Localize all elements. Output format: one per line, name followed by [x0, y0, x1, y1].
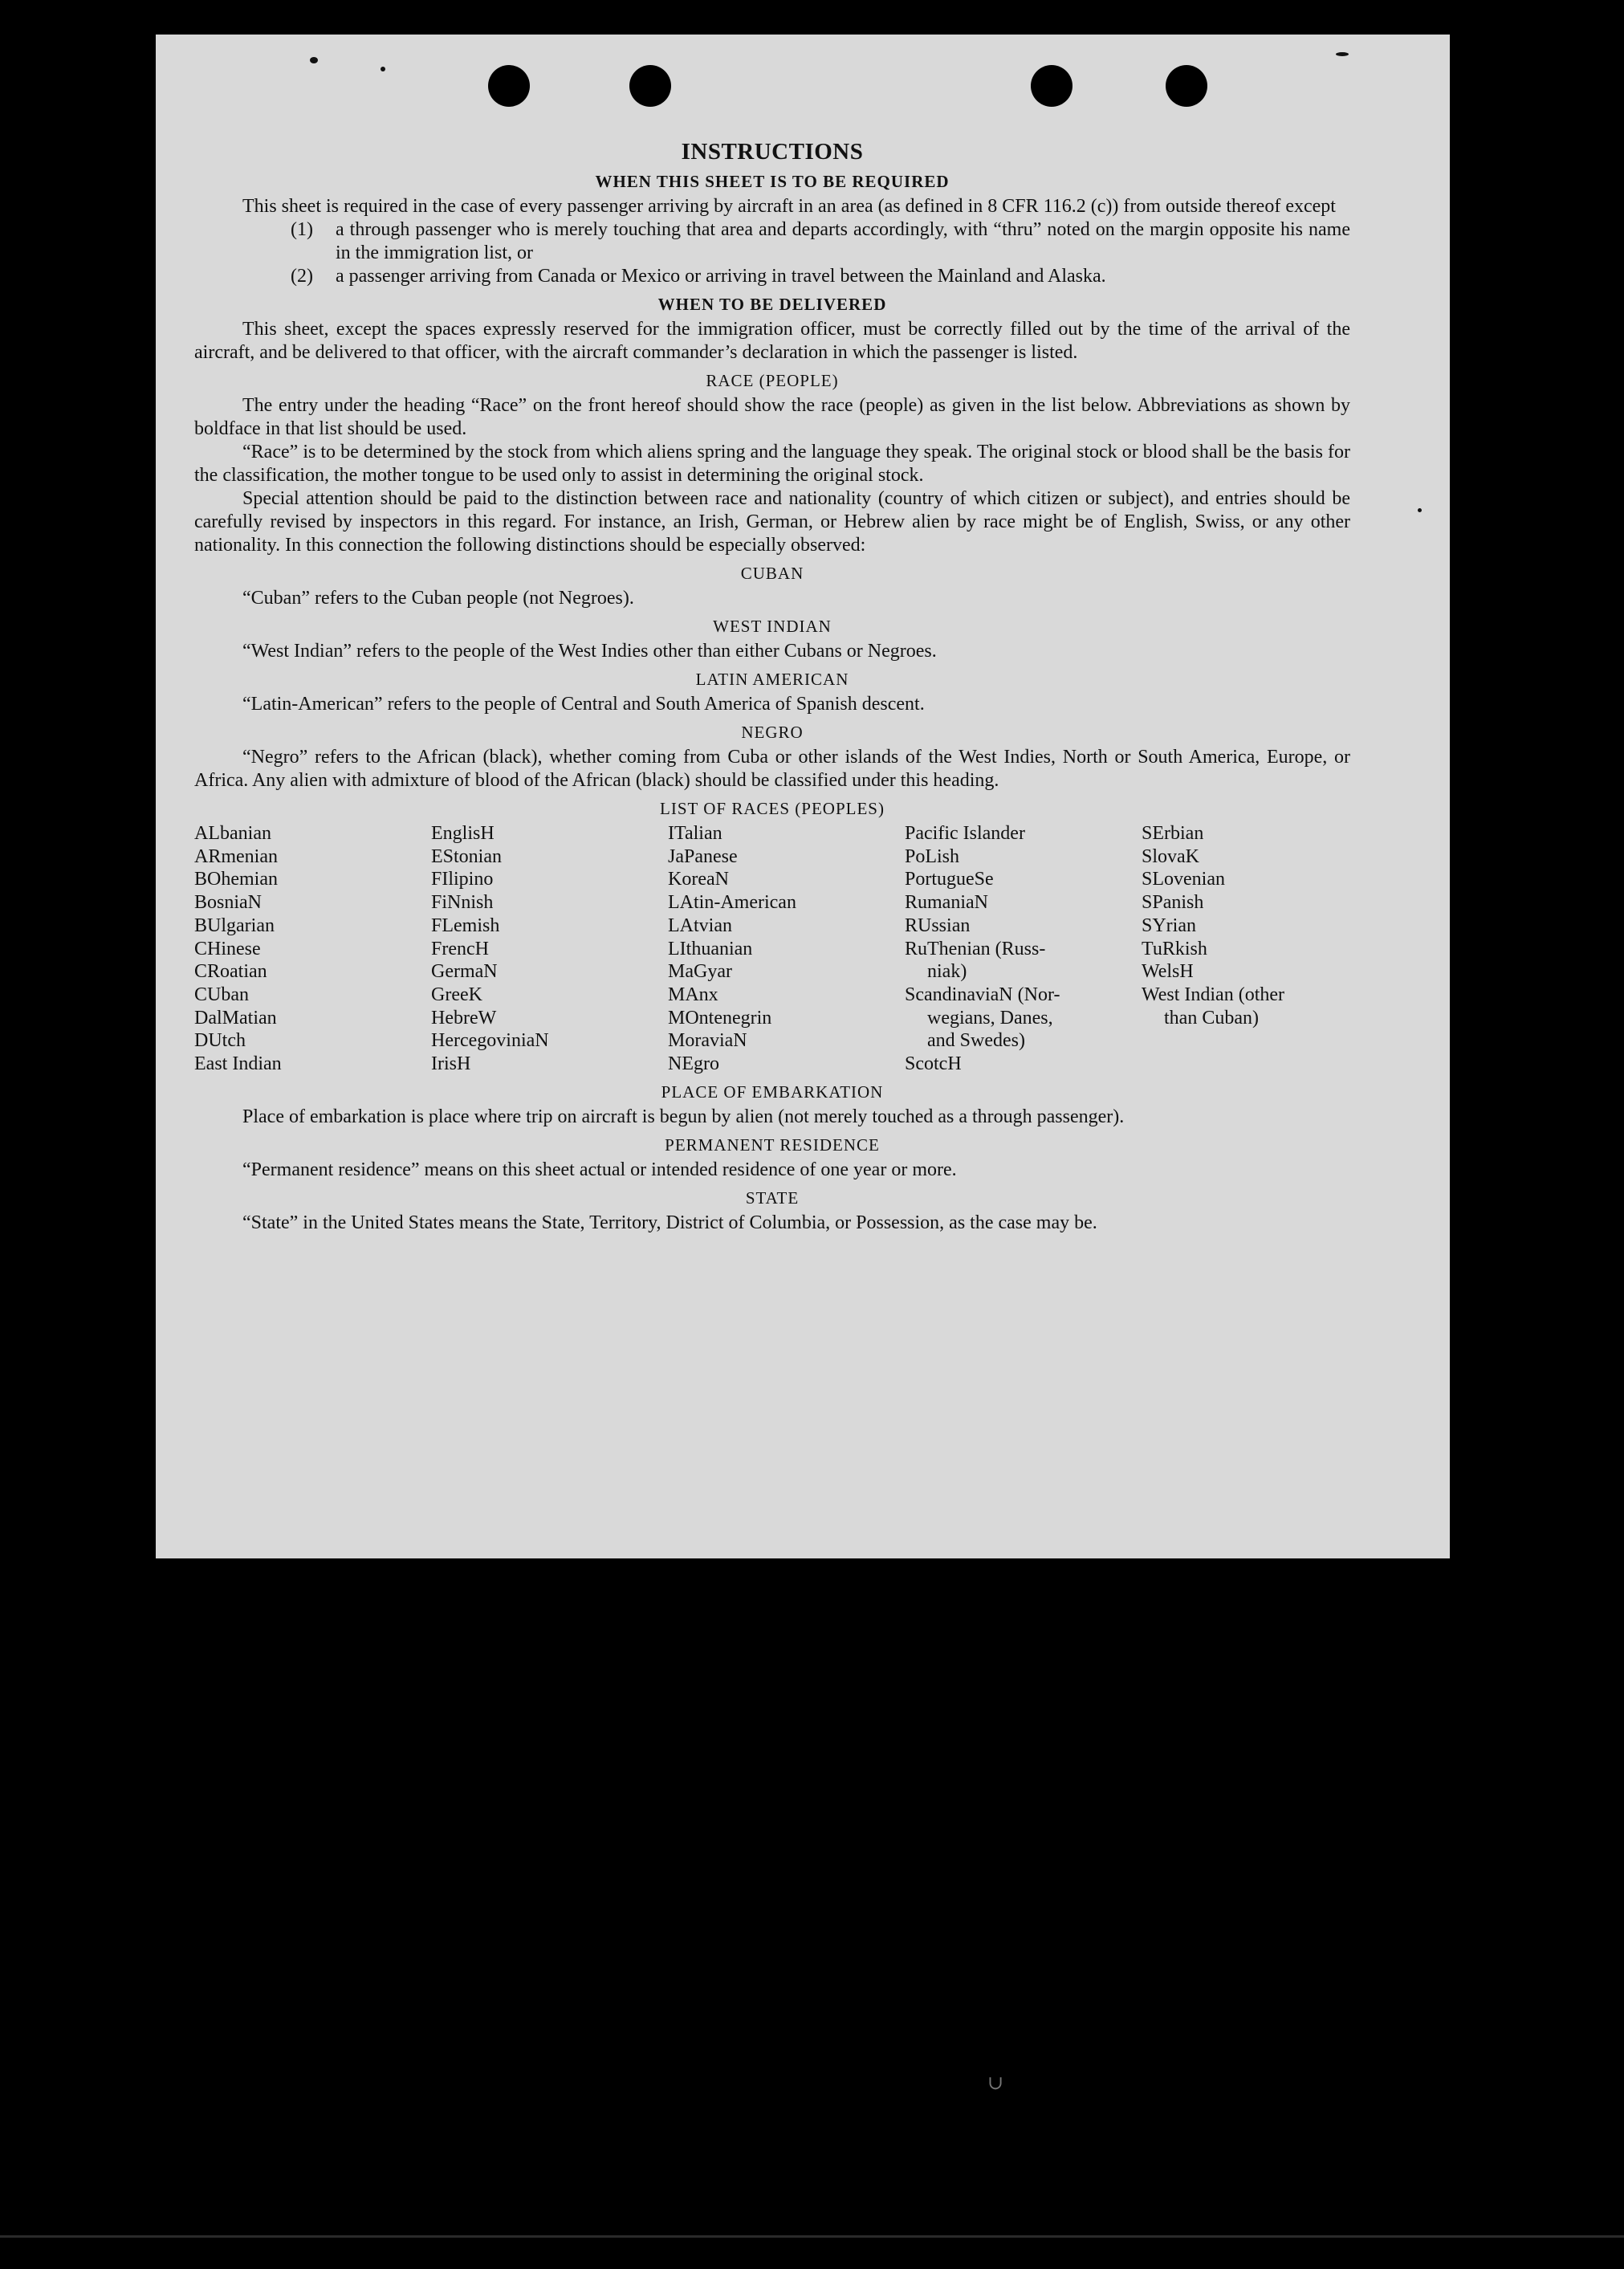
- speck: [1418, 508, 1422, 512]
- list-item: [194, 218, 1350, 265]
- race-item: WelsH: [1142, 961, 1194, 983]
- paragraph: “Race” is to be determined by the stock from which aliens spring and the language they speak. The original stock or blood shall be the basis for the classification, the mother tongue to be used only to assist in determining the original stock.: [194, 442, 1350, 486]
- paragraph: “West Indian” refers to the people of the West Indies other than either Cubans or Negroes.: [242, 641, 937, 662]
- races-column: [431, 822, 664, 1076]
- section-heading: PERMANENT RESIDENCE: [665, 1134, 880, 1155]
- race-item: and Swedes): [927, 1030, 1025, 1052]
- race-item: FIlipino: [431, 869, 494, 890]
- race-item: PoLish: [905, 845, 960, 867]
- race-item: ScandinaviaN (Nor-: [905, 984, 1060, 1005]
- punch-hole: [1166, 65, 1207, 107]
- race-item: NEgro: [668, 1053, 719, 1075]
- race-item: MaGyar: [668, 961, 732, 983]
- race-item: FrencH: [431, 938, 489, 959]
- section-heading: LATIN AMERICAN: [695, 670, 849, 689]
- race-item: SPanish: [1142, 892, 1204, 914]
- section-heading: WEST INDIAN: [713, 617, 832, 636]
- paragraph: This sheet is required in the case of every passenger arriving by aircraft in an area (as defined in 8 CFR 116.2 (c)) from outside thereof except: [242, 196, 1336, 217]
- section-heading: PLACE OF EMBARKATION: [661, 1082, 884, 1102]
- paragraph: Place of embarkation is place where trip on aircraft is begun by alien (not merely touched as a through passenger).: [242, 1106, 1125, 1127]
- item-number: (1): [291, 219, 313, 240]
- races-column: [905, 822, 1138, 1076]
- race-item: DUtch: [194, 1030, 246, 1052]
- section-heading: LIST OF RACES (PEOPLES): [660, 799, 885, 818]
- race-item: ARmenian: [194, 845, 278, 867]
- race-item: SlovaK: [1142, 845, 1199, 867]
- scan-edge-line: [0, 2235, 1624, 2238]
- race-item: MOntenegrin: [668, 1007, 772, 1029]
- paragraph: Special attention should be paid to the distinction between race and nationality (country of which citizen or subject), and entries should be carefully revised by inspectors in this regard. For instance, an Irish, German, or Hebrew alien by race might be of English, Swiss, or any other nationality. In this connection the following distinctions should be especially observed:: [194, 488, 1350, 556]
- races-list: [194, 822, 1350, 1076]
- speck: [310, 57, 318, 63]
- race-item: CRoatian: [194, 961, 267, 983]
- race-item: CHinese: [194, 938, 261, 959]
- list-item: [194, 265, 1350, 288]
- race-item: BUlgarian: [194, 915, 275, 936]
- item-number: (2): [291, 266, 313, 287]
- race-item: wegians, Danes,: [927, 1007, 1053, 1029]
- section-heading: RACE (PEOPLE): [706, 371, 839, 390]
- race-item: FiNnish: [431, 892, 494, 914]
- scan-mark: ∪: [987, 2073, 1004, 2094]
- paragraph: “Permanent residence” means on this sheet actual or intended residence of one year or more.: [242, 1159, 957, 1180]
- document-page: [156, 35, 1450, 1558]
- race-item: MAnx: [668, 984, 718, 1005]
- races-column: [1142, 822, 1350, 1076]
- race-item: SLovenian: [1142, 869, 1225, 890]
- race-item: DalMatian: [194, 1007, 277, 1029]
- race-item: HebreW: [431, 1007, 497, 1029]
- race-item: LAtvian: [668, 915, 732, 936]
- race-item: niak): [927, 961, 967, 983]
- race-item: EnglisH: [431, 823, 495, 844]
- races-column: [668, 822, 901, 1076]
- race-item: LIthuanian: [668, 938, 753, 959]
- race-item: BOhemian: [194, 869, 278, 890]
- race-item: TuRkish: [1142, 938, 1207, 959]
- race-item: GermaN: [431, 961, 498, 983]
- race-item: RuThenian (Russ-: [905, 938, 1046, 959]
- paragraph: “Latin-American” refers to the people of Central and South America of Spanish descent.: [242, 694, 925, 715]
- race-item: BosniaN: [194, 892, 262, 914]
- punch-hole: [629, 65, 671, 107]
- paragraph: The entry under the heading “Race” on the front hereof should show the race (people) as given in the list below. Abbreviations as shown by boldface in that list should be used.: [194, 395, 1350, 439]
- speck: [1336, 52, 1349, 56]
- race-item: JaPanese: [668, 845, 738, 867]
- paragraph: “State” in the United States means the State, Territory, District of Columbia, or Possession, as the case may be.: [242, 1212, 1097, 1233]
- item-text: a through passenger who is merely touching that area and departs accordingly, with “thru” noted on the margin opposite his name in the immigration list, or: [336, 219, 1350, 263]
- paragraph: “Negro” refers to the African (black), whether coming from Cuba or other islands of the West Indies, North or South America, Europe, or Africa. Any alien with admixture of blood of the African (black) should be classified under this heading.: [194, 747, 1350, 791]
- race-item: than Cuban): [1164, 1007, 1259, 1029]
- race-item: CUban: [194, 984, 249, 1005]
- section-heading: CUBAN: [740, 564, 804, 583]
- race-item: GreeK: [431, 984, 482, 1005]
- race-item: MoraviaN: [668, 1030, 747, 1052]
- punch-hole: [1031, 65, 1072, 107]
- race-item: LAtin-American: [668, 892, 796, 914]
- page-title: INSTRUCTIONS: [681, 139, 864, 165]
- section-heading: WHEN TO BE DELIVERED: [657, 295, 887, 314]
- race-item: West Indian (other: [1142, 984, 1285, 1005]
- punch-hole: [488, 65, 530, 107]
- item-text: a passenger arriving from Canada or Mexico or arriving in travel between the Mainland and Alaska.: [336, 266, 1106, 287]
- paragraph: “Cuban” refers to the Cuban people (not Negroes).: [242, 588, 634, 609]
- race-item: SErbian: [1142, 823, 1204, 844]
- race-item: FLemish: [431, 915, 500, 936]
- section-heading: STATE: [745, 1187, 800, 1208]
- race-item: ScotcH: [905, 1053, 962, 1075]
- race-item: ALbanian: [194, 823, 271, 844]
- section-heading: WHEN THIS SHEET IS TO BE REQUIRED: [595, 172, 950, 191]
- speck: [381, 67, 385, 71]
- race-item: RumaniaN: [905, 892, 988, 914]
- race-item: SYrian: [1142, 915, 1196, 936]
- races-column: [194, 822, 427, 1076]
- race-item: EStonian: [431, 845, 502, 867]
- race-item: RUssian: [905, 915, 971, 936]
- race-item: East Indian: [194, 1053, 282, 1075]
- race-item: Pacific Islander: [905, 823, 1025, 844]
- race-item: IrisH: [431, 1053, 471, 1075]
- race-item: PortugueSe: [905, 869, 994, 890]
- race-item: ITalian: [668, 823, 722, 844]
- instructions-content: [194, 139, 1350, 1235]
- race-item: KoreaN: [668, 869, 729, 890]
- section-heading: NEGRO: [741, 723, 804, 742]
- paragraph: This sheet, except the spaces expressly reserved for the immigration officer, must be correctly filled out by the time of the arrival of the aircraft, and be delivered to that officer, with the aircraft commander’s declaration in which the passenger is listed.: [194, 319, 1350, 363]
- race-item: HercegoviniaN: [431, 1030, 549, 1052]
